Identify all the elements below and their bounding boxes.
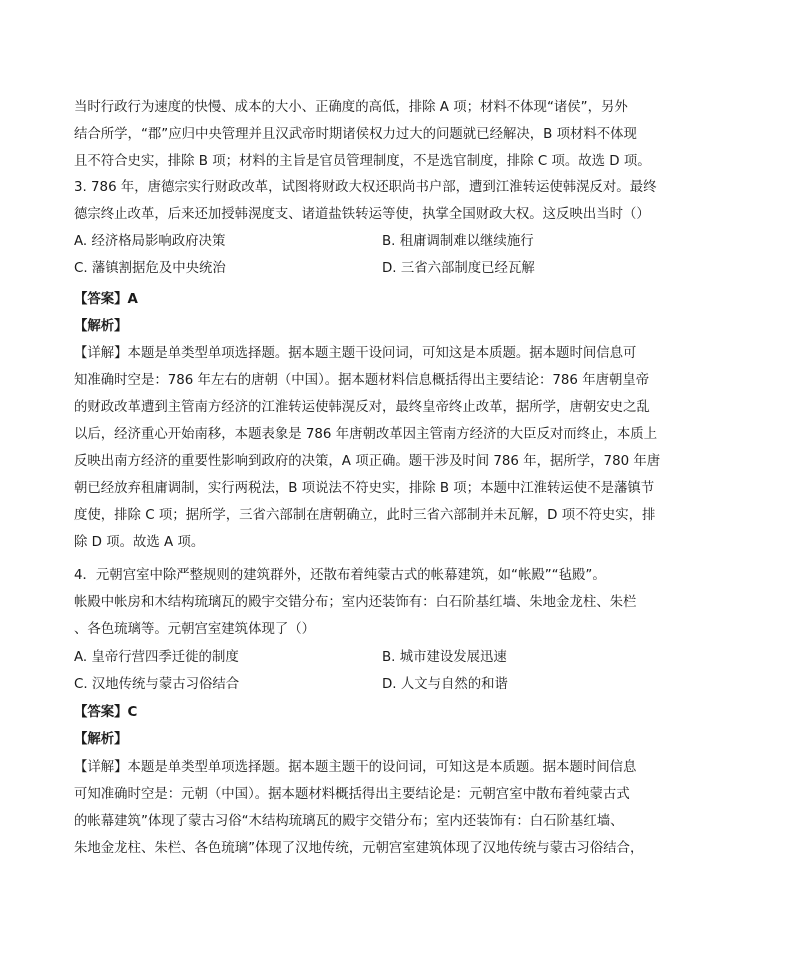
question-4-detail: 朱地金龙柱、朱栏、各色琉璃”体现了汉地传统，元朝宫室建筑体现了汉地传统与蒙古习俗结合， [74, 841, 644, 856]
question-3-detail: 【详解】本题是单类型单项选择题。据本题主题干设问词，可知这是本质题。据本题时间信息可 [74, 346, 637, 361]
question-4-detail: 可知准确时空是：元朝（中国）。据本题材料概括得出主要结论是：元朝宫室中散布着纯蒙古式 [74, 787, 630, 802]
question-3-detail: 知准确时空是：786 年左右的唐朝（中国）。据本题材料信息概括得出主要结论：786 年唐朝皇帝 [74, 373, 650, 388]
text-line: 且不符合史实，排除 B 项；材料的主旨是官员管理制度，不是选官制度，排除 C 项。故选 D 项。 [74, 154, 651, 169]
question-3-detail: 度使，排除 C 项；据所学，三省六部制在唐朝确立，此时三省六部制并未瓦解，D 项不符史实，排 [74, 508, 656, 523]
question-3-stem: 德宗终止改革，后来还加授韩滉度支、诸道盐铁转运等使，执掌全国财政大权。这反映出当时（） [74, 207, 650, 222]
question-3-stem: 3. 786 年，唐德宗实行财政改革，试图将财政大权还职尚书户部，遭到江淮转运使韩滉反对。最终 [74, 180, 657, 195]
question-4-detail: 【详解】本题是单类型单项选择题。据本题主题干的设问词，可知这是本质题。据本题时间信息 [74, 760, 637, 775]
text-line: 结合所学，“郡”应归中央管理并且汉武帝时期诸侯权力过大的问题就已经解决，B 项材料不体现 [74, 127, 637, 142]
question-3-analysis-heading: 【解析】 [74, 319, 128, 334]
question-4-option-a: A. 皇帝行营四季迁徙的制度 [74, 650, 239, 665]
question-4-option-c: C. 汉地传统与蒙古习俗结合 [74, 677, 240, 692]
question-4-stem: 4．元朝宫室中除严整规则的建筑群外，还散布着纯蒙古式的帐幕建筑，如“帐殿”“毡殿”。 [74, 568, 606, 583]
question-4-analysis-heading: 【解析】 [74, 732, 128, 747]
question-3-option-d: D. 三省六部制度已经瓦解 [382, 261, 535, 276]
question-3-detail: 朝已经放弃租庸调制，实行两税法，B 项说法不符史实，排除 B 项；本题中江淮转运使不是藩镇节 [74, 481, 655, 496]
question-3-detail: 反映出南方经济的重要性影响到政府的决策，A 项正确。题干涉及时间 786 年，据所学，780 年唐 [74, 454, 661, 469]
question-3-option-a: A. 经济格局影响政府决策 [74, 234, 226, 249]
question-4-option-d: D. 人文与自然的和谐 [382, 677, 508, 692]
question-3-detail: 除 D 项。故选 A 项。 [74, 535, 205, 550]
question-3-option-c: C. 藩镇割据危及中央统治 [74, 261, 226, 276]
text-line: 当时行政行为速度的快慢、成本的大小、正确度的高低，排除 A 项；材料不体现“诸侯”，另外 [74, 100, 628, 115]
question-3-detail: 以后，经济重心开始南移，本题表象是 786 年唐朝改革因主管南方经济的大臣反对而终止，本质上 [74, 427, 658, 442]
question-4-option-b: B. 城市建设发展迅速 [382, 650, 507, 665]
question-4-stem: 、各色琉璃等。元朝宫室建筑体现了（） [74, 622, 316, 637]
question-4-stem: 帐殿中帐房和木结构琉璃瓦的殿宇交错分布；室内还装饰有：白石阶基红墙、朱地金龙柱、朱栏 [74, 595, 637, 610]
question-3-option-b: B. 租庸调制难以继续施行 [382, 234, 534, 249]
question-3-answer: 【答案】A [74, 292, 138, 307]
question-4-detail: 的帐幕建筑”体现了蒙古习俗“木结构琉璃瓦的殿宇交错分布；室内还装饰有：白石阶基红墙、 [74, 814, 624, 829]
question-3-detail: 的财政改革遭到主管南方经济的江淮转运使韩滉反对，最终皇帝终止改革，据所学，唐朝安史之乱 [74, 400, 650, 415]
question-4-answer: 【答案】C [74, 705, 138, 720]
